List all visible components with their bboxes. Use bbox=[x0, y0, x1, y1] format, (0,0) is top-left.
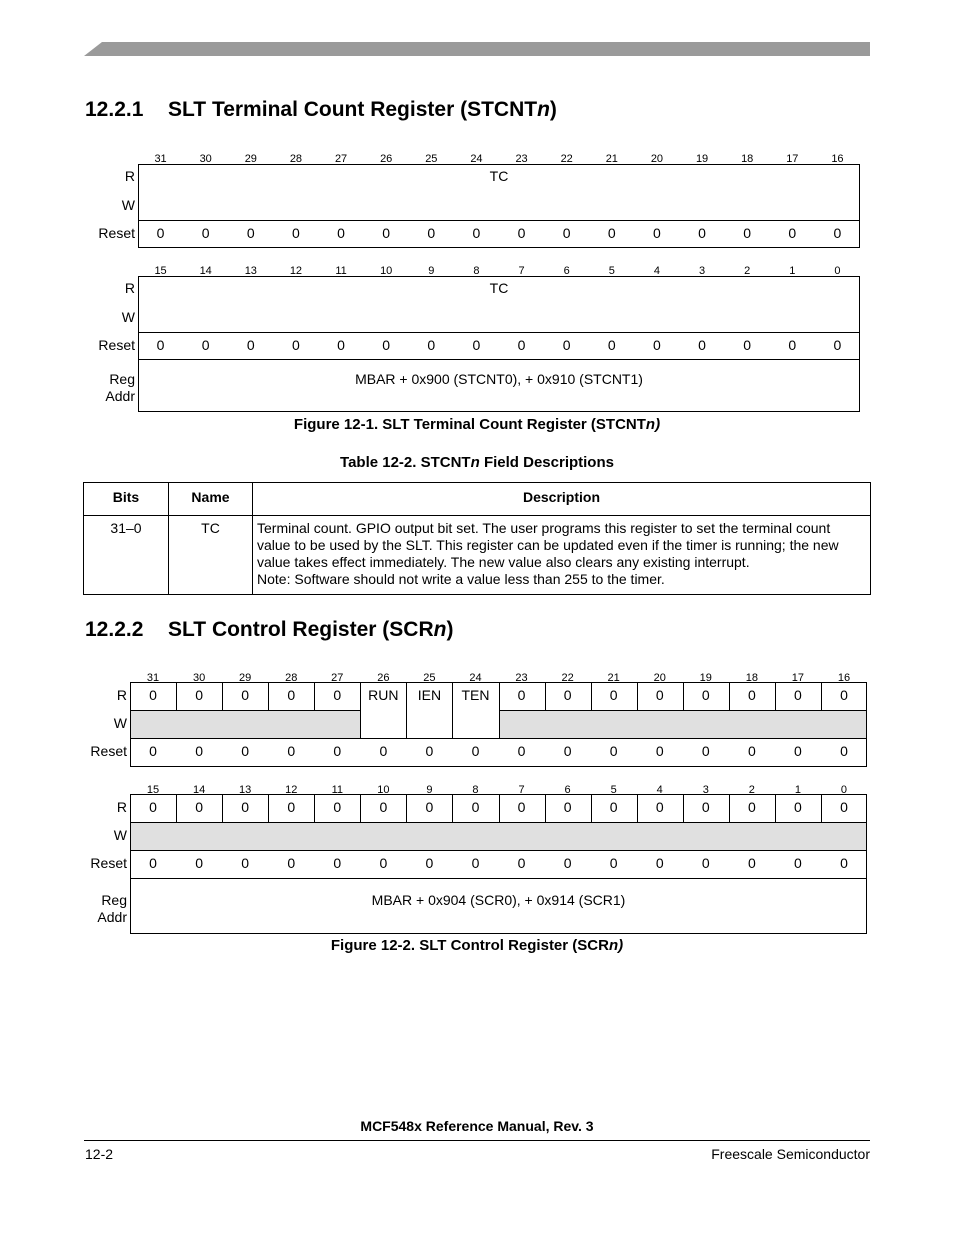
reset-value: 0 bbox=[471, 743, 480, 759]
reset-value: 0 bbox=[653, 337, 661, 353]
bit-number: 25 bbox=[423, 672, 436, 684]
row-label-r: R bbox=[116, 799, 127, 815]
reset-value: 0 bbox=[241, 855, 250, 871]
read-value: 0 bbox=[563, 687, 572, 703]
bit-number: 1 bbox=[794, 784, 801, 796]
read-value: 0 bbox=[609, 687, 618, 703]
footer-company: Freescale Semiconductor bbox=[711, 1146, 870, 1162]
table-row bbox=[84, 516, 871, 595]
bit-number: 4 bbox=[653, 265, 660, 277]
bit-number: 17 bbox=[791, 672, 805, 684]
description-note: Note: Software should not write a value less than 255 to the timer. bbox=[257, 571, 665, 587]
bit-number: 6 bbox=[563, 265, 570, 277]
bit-number: 30 bbox=[199, 153, 212, 165]
description-text: Terminal count. GPIO output bit set. The user programs this register to set the terminal count value to be used by the SLT. This register can be updated even if the timer is running; the new value takes effect immediately. The new value also clears any existing interrupt. bbox=[257, 520, 839, 570]
bit-number: 19 bbox=[695, 153, 709, 165]
bit-number: 16 bbox=[837, 672, 851, 684]
footer-title: MCF548x Reference Manual, Rev. 3 bbox=[360, 1118, 594, 1134]
read-value: 0 bbox=[794, 687, 802, 703]
reg-label-line1: Reg bbox=[101, 892, 127, 908]
reset-value: 0 bbox=[655, 743, 664, 759]
section-heading-stcnt bbox=[85, 98, 557, 122]
header-bits: Bits bbox=[84, 483, 169, 516]
bit-number: 20 bbox=[650, 153, 664, 165]
reset-value: 0 bbox=[241, 743, 250, 759]
bit-number: 26 bbox=[377, 672, 390, 684]
reset-value: 0 bbox=[471, 855, 480, 871]
section-title-end: ) bbox=[549, 98, 557, 121]
bit-number: 10 bbox=[380, 265, 393, 277]
reset-value: 0 bbox=[562, 225, 571, 241]
bit-number: 5 bbox=[610, 784, 617, 796]
bit-number: 21 bbox=[605, 153, 618, 165]
reg-addr-label bbox=[60, 892, 127, 926]
reset-divider bbox=[130, 850, 867, 851]
bit-number: 9 bbox=[426, 784, 433, 796]
read-value: 0 bbox=[471, 799, 480, 815]
rw-divider bbox=[499, 710, 868, 711]
read-value: 0 bbox=[517, 687, 526, 703]
section-title-italic: n bbox=[537, 98, 550, 121]
bit-number: 21 bbox=[607, 672, 620, 684]
reset-value: 0 bbox=[562, 337, 571, 353]
bit-number: 11 bbox=[335, 265, 347, 277]
read-value: 0 bbox=[840, 687, 848, 703]
section-title: SLT Terminal Count Register (STCNT bbox=[168, 98, 538, 121]
section-title-italic: n bbox=[433, 618, 447, 641]
reg-address: MBAR + 0x904 (SCR0), + 0x914 (SCR1) bbox=[371, 892, 626, 908]
reset-value: 0 bbox=[195, 743, 203, 759]
table-caption-end: Field Descriptions bbox=[479, 454, 614, 471]
reset-value: 0 bbox=[287, 743, 296, 759]
reset-value: 0 bbox=[425, 855, 434, 871]
bit-number: 20 bbox=[653, 672, 666, 684]
field-name-tc: TC bbox=[489, 280, 509, 296]
reset-value: 0 bbox=[517, 225, 526, 241]
reset-value: 0 bbox=[287, 855, 296, 871]
reset-value: 0 bbox=[472, 225, 481, 241]
bit-number: 7 bbox=[518, 784, 525, 796]
reset-value: 0 bbox=[607, 337, 616, 353]
bit-number: 0 bbox=[840, 784, 848, 796]
read-value: 0 bbox=[287, 687, 296, 703]
bit-number: 24 bbox=[469, 672, 482, 684]
table-caption bbox=[0, 454, 954, 471]
bit-number: 31 bbox=[146, 672, 160, 684]
reg-label-line1: Reg bbox=[109, 371, 135, 387]
read-value: 0 bbox=[840, 799, 848, 815]
bit-number: 23 bbox=[515, 672, 528, 684]
bit-number: 5 bbox=[608, 265, 615, 277]
read-value: 0 bbox=[241, 799, 250, 815]
row-label-w: W bbox=[121, 197, 135, 213]
row-label-r: R bbox=[124, 168, 135, 184]
read-value: 0 bbox=[701, 687, 710, 703]
reg-address: MBAR + 0x900 (STCNT0), + 0x910 (STCNT1) bbox=[355, 371, 643, 387]
section-number: 12.2.2 bbox=[85, 618, 144, 641]
bit-number: 29 bbox=[239, 672, 252, 684]
bit-number: 24 bbox=[470, 153, 483, 165]
field-name-tc: TC bbox=[489, 168, 509, 184]
bit-number: 22 bbox=[561, 672, 574, 684]
reset-value: 0 bbox=[747, 855, 756, 871]
read-value: 0 bbox=[701, 799, 710, 815]
reset-value: 0 bbox=[517, 337, 526, 353]
bit-number: 2 bbox=[748, 784, 755, 796]
row-label-reset: Reset bbox=[90, 743, 127, 759]
reset-value: 0 bbox=[517, 743, 526, 759]
header-name: Name bbox=[169, 483, 253, 516]
table-caption-text: Table 12-2. STCNT bbox=[340, 454, 471, 471]
reset-value: 0 bbox=[427, 337, 436, 353]
read-value: 0 bbox=[333, 687, 342, 703]
bit-number: 3 bbox=[702, 784, 709, 796]
reset-value: 0 bbox=[333, 855, 342, 871]
figure-caption-2 bbox=[0, 937, 954, 954]
read-value: 0 bbox=[379, 799, 388, 815]
reset-value: 0 bbox=[292, 225, 300, 241]
reset-value: 0 bbox=[833, 225, 842, 241]
read-value: TEN bbox=[461, 687, 490, 703]
bit-number: 15 bbox=[154, 265, 167, 277]
reset-value: 0 bbox=[788, 337, 797, 353]
reg-label-line2: Addr bbox=[105, 388, 135, 404]
bit-number: 12 bbox=[285, 784, 298, 796]
read-value: 0 bbox=[747, 799, 756, 815]
reset-value: 0 bbox=[379, 855, 388, 871]
reg-addr-label bbox=[60, 371, 135, 405]
reset-value: 0 bbox=[201, 225, 210, 241]
reset-value: 0 bbox=[149, 743, 157, 759]
bit-number: 1 bbox=[789, 265, 796, 277]
reset-value: 0 bbox=[246, 225, 255, 241]
reset-value: 0 bbox=[743, 225, 752, 241]
figure-caption-1 bbox=[0, 416, 954, 433]
page-number: 12-2 bbox=[85, 1146, 114, 1162]
section-title: SLT Control Register (SCR bbox=[168, 618, 434, 641]
bit-number: 19 bbox=[699, 672, 712, 684]
reset-value: 0 bbox=[698, 337, 706, 353]
reset-value: 0 bbox=[246, 337, 255, 353]
reset-divider bbox=[138, 332, 860, 333]
read-value: 0 bbox=[655, 687, 664, 703]
reset-value: 0 bbox=[609, 743, 618, 759]
read-value: 0 bbox=[195, 687, 203, 703]
figure-caption-2-text: Figure 12-2. SLT Control Register (SCR bbox=[330, 937, 609, 954]
reset-value: 0 bbox=[382, 225, 391, 241]
figure-caption-2-italic: n) bbox=[608, 937, 624, 954]
reset-value: 0 bbox=[655, 855, 664, 871]
rw-divider bbox=[130, 710, 360, 711]
row-label-w: W bbox=[113, 827, 127, 843]
reset-value: 0 bbox=[292, 337, 300, 353]
read-value: 0 bbox=[425, 799, 434, 815]
read-value: 0 bbox=[517, 799, 526, 815]
bit-number: 23 bbox=[515, 153, 528, 165]
footer-divider bbox=[84, 1140, 870, 1141]
bit-number: 30 bbox=[192, 672, 206, 684]
reset-value: 0 bbox=[701, 855, 710, 871]
row-label-reset: Reset bbox=[98, 225, 135, 241]
read-value: 0 bbox=[195, 799, 203, 815]
read-value: 0 bbox=[655, 799, 664, 815]
cell-name: TC bbox=[169, 516, 253, 595]
table-caption-italic: n bbox=[470, 454, 480, 471]
cell-description bbox=[253, 516, 871, 595]
reset-value: 0 bbox=[382, 337, 391, 353]
reset-value: 0 bbox=[337, 337, 345, 353]
read-value: 0 bbox=[287, 799, 296, 815]
row-label-reset: Reset bbox=[90, 855, 127, 871]
bit-number: 16 bbox=[831, 153, 844, 165]
read-value: 0 bbox=[241, 687, 250, 703]
read-value: 0 bbox=[747, 687, 756, 703]
reset-value: 0 bbox=[698, 225, 706, 241]
section-heading-scr bbox=[85, 618, 453, 642]
reset-value: 0 bbox=[195, 855, 203, 871]
reset-value: 0 bbox=[840, 743, 848, 759]
reset-value: 0 bbox=[840, 855, 848, 871]
row-label-r: R bbox=[116, 687, 127, 703]
read-value: RUN bbox=[368, 687, 399, 703]
reset-value: 0 bbox=[609, 855, 618, 871]
field-descriptions-table bbox=[83, 482, 871, 595]
bit-number: 17 bbox=[786, 153, 799, 165]
reset-value: 0 bbox=[517, 855, 526, 871]
reset-value: 0 bbox=[149, 855, 157, 871]
read-value: 0 bbox=[563, 799, 572, 815]
bit-number: 2 bbox=[744, 265, 751, 277]
read-value: 0 bbox=[333, 799, 342, 815]
reset-value: 0 bbox=[833, 337, 842, 353]
bit-number: 18 bbox=[745, 672, 758, 684]
bit-number: 28 bbox=[285, 672, 298, 684]
reset-value: 0 bbox=[794, 743, 802, 759]
rw-divider bbox=[130, 822, 867, 823]
bit-number: 14 bbox=[199, 265, 212, 277]
section-number: 12.2.1 bbox=[85, 98, 144, 121]
reset-value: 0 bbox=[701, 743, 710, 759]
figure-caption-1-text: Figure 12-1. SLT Terminal Count Register (STCNT bbox=[293, 416, 646, 433]
row-label-w: W bbox=[113, 715, 127, 731]
bit-number: 10 bbox=[377, 784, 390, 796]
row-label-w: W bbox=[121, 309, 135, 325]
bit-number: 0 bbox=[834, 265, 841, 277]
reset-value: 0 bbox=[788, 225, 797, 241]
reset-value: 0 bbox=[425, 743, 434, 759]
reset-value: 0 bbox=[607, 225, 616, 241]
read-value: 0 bbox=[149, 799, 157, 815]
section-title-end: ) bbox=[446, 618, 454, 641]
bit-number: 3 bbox=[699, 265, 706, 277]
table-header-row bbox=[84, 483, 871, 516]
reset-value: 0 bbox=[563, 855, 572, 871]
read-value: 0 bbox=[149, 687, 157, 703]
bit-number: 6 bbox=[564, 784, 571, 796]
bit-number: 18 bbox=[741, 153, 754, 165]
bit-number: 11 bbox=[331, 784, 343, 796]
reset-value: 0 bbox=[747, 743, 756, 759]
bit-number: 31 bbox=[154, 153, 167, 165]
reset-value: 0 bbox=[427, 225, 436, 241]
reset-value: 0 bbox=[379, 743, 388, 759]
read-value: 0 bbox=[609, 799, 618, 815]
bit-number: 8 bbox=[472, 784, 479, 796]
bit-number: 8 bbox=[473, 265, 480, 277]
bit-number: 27 bbox=[334, 153, 348, 165]
bit-number: 15 bbox=[146, 784, 160, 796]
reset-divider bbox=[130, 738, 867, 739]
row-label-reset: Reset bbox=[98, 337, 135, 353]
reset-divider bbox=[138, 220, 860, 221]
bit-number: 4 bbox=[656, 784, 663, 796]
header-description: Description bbox=[253, 483, 871, 516]
header-bar bbox=[84, 42, 870, 56]
reset-value: 0 bbox=[201, 337, 210, 353]
bit-number: 13 bbox=[244, 265, 257, 277]
reset-value: 0 bbox=[794, 855, 802, 871]
bit-number: 7 bbox=[518, 265, 525, 277]
bit-number: 12 bbox=[289, 265, 303, 277]
bit-number: 14 bbox=[192, 784, 206, 796]
read-value: IEN bbox=[417, 687, 442, 703]
reset-value: 0 bbox=[333, 743, 342, 759]
bit-number: 27 bbox=[331, 672, 344, 684]
reset-value: 0 bbox=[337, 225, 345, 241]
bit-number: 28 bbox=[289, 153, 303, 165]
reset-value: 0 bbox=[472, 337, 481, 353]
bit-number: 26 bbox=[380, 153, 393, 165]
read-value: 0 bbox=[794, 799, 802, 815]
reset-value: 0 bbox=[156, 225, 165, 241]
bit-number: 29 bbox=[244, 153, 257, 165]
reset-value: 0 bbox=[743, 337, 752, 353]
bit-number: 9 bbox=[428, 265, 435, 277]
bit-number: 13 bbox=[239, 784, 252, 796]
cell-bits: 31–0 bbox=[84, 516, 169, 595]
row-label-r: R bbox=[124, 280, 135, 296]
reset-value: 0 bbox=[563, 743, 572, 759]
bit-number: 22 bbox=[560, 153, 573, 165]
bit-number: 25 bbox=[425, 153, 438, 165]
reg-label-line2: Addr bbox=[97, 909, 127, 925]
figure-caption-1-italic: n) bbox=[645, 416, 661, 433]
reset-value: 0 bbox=[653, 225, 661, 241]
reset-value: 0 bbox=[156, 337, 165, 353]
